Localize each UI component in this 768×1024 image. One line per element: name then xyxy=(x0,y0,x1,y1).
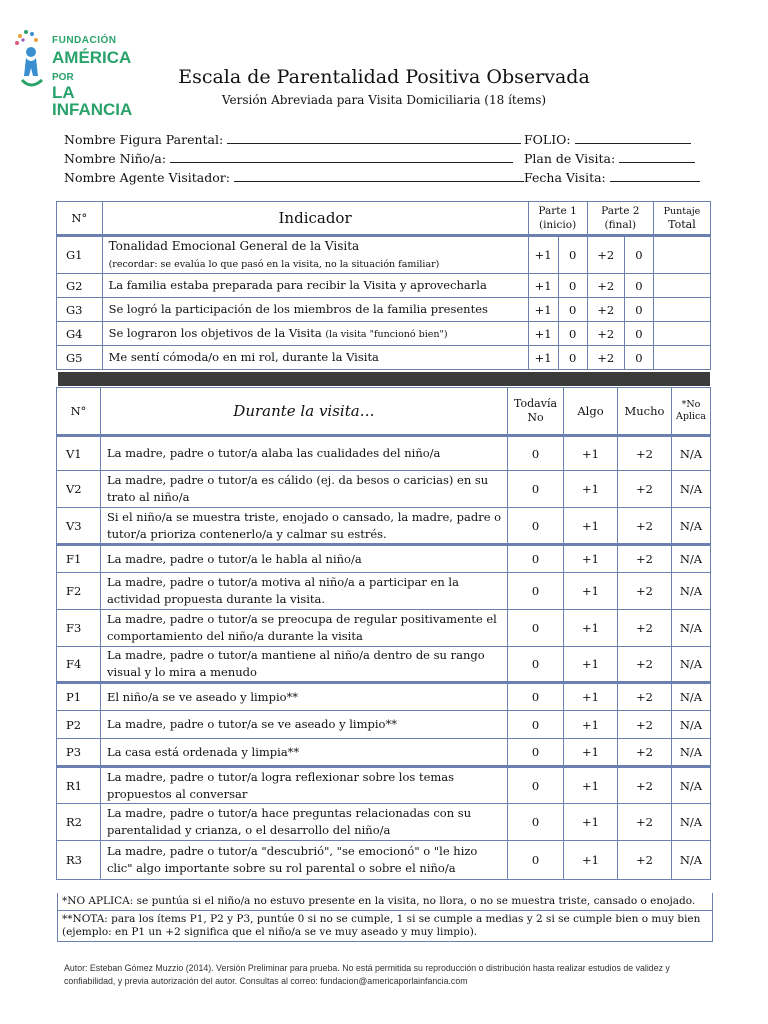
item-text: La madre, padre o tutor/a le habla al niño/a xyxy=(100,545,507,573)
page-subtitle: Versión Abreviada para Visita Domiciliaria (18 ítems) xyxy=(221,93,547,107)
item-code: V3 xyxy=(57,508,101,545)
during-visit-table xyxy=(56,387,711,880)
total-score-cell[interactable] xyxy=(653,298,710,322)
total-score-cell[interactable] xyxy=(653,322,710,346)
item-code: R1 xyxy=(57,767,101,804)
score-cell[interactable]: 0 xyxy=(624,298,653,322)
item-text: Se logró la participación de los miembros de la familia presentes xyxy=(102,298,528,322)
item-text: La casa está ordenada y limpia** xyxy=(100,739,507,767)
item-text: Si el niño/a se muestra triste, enojado o cansado, la madre, padre o tutor/a prioriza contenerlo/a y calmar su estrés. xyxy=(100,508,507,545)
item-text: La madre, padre o tutor/a motiva al niño/a a participar en la actividad propuesta durante la visita. xyxy=(100,573,507,610)
item-code: F2 xyxy=(57,573,101,610)
score-cell[interactable]: +2 xyxy=(617,610,671,647)
score-cell[interactable]: +1 xyxy=(528,298,558,322)
score-cell[interactable]: N/A xyxy=(671,804,710,841)
item-text: La madre, padre o tutor/a hace preguntas relacionadas con su parentalidad y crianza, o el desarrollo del niño/a xyxy=(100,804,507,841)
score-cell[interactable]: +1 xyxy=(528,346,558,370)
table-row xyxy=(57,298,711,322)
score-cell[interactable]: 0 xyxy=(508,508,564,545)
item-code: G4 xyxy=(57,322,103,346)
table-row xyxy=(57,711,711,739)
score-cell[interactable]: +1 xyxy=(564,711,618,739)
score-cell[interactable]: N/A xyxy=(671,545,710,573)
header-not-applicable: *No Aplica xyxy=(671,388,710,436)
note-not-applicable: *NO APLICA: se puntúa si el niño/a no estuvo presente en la visita, no llora, o no se muestra triste, cansado o enojado. xyxy=(58,893,712,911)
item-text: La madre, padre o tutor/a mantiene al niño/a dentro de su rango visual y lo mira a menudo xyxy=(100,647,507,683)
item-code: G2 xyxy=(57,274,103,298)
score-cell[interactable]: N/A xyxy=(671,436,710,471)
logo-por: POR xyxy=(52,72,74,83)
parent-name-field[interactable] xyxy=(227,131,521,144)
item-code: F3 xyxy=(57,610,101,647)
score-cell[interactable]: 0 xyxy=(558,346,587,370)
score-cell[interactable]: 0 xyxy=(508,739,564,767)
score-cell[interactable]: N/A xyxy=(671,841,710,880)
header-some: Algo xyxy=(564,388,618,436)
item-code: G5 xyxy=(57,346,103,370)
table-row xyxy=(57,804,711,841)
score-cell[interactable]: +2 xyxy=(617,683,671,711)
score-cell[interactable]: 0 xyxy=(624,236,653,274)
item-code: R3 xyxy=(57,841,101,880)
item-text: La madre, padre o tutor/a alaba las cualidades del niño/a xyxy=(100,436,507,471)
table-row xyxy=(57,739,711,767)
table-row xyxy=(57,610,711,647)
header-part1: Parte 1 (inicio) xyxy=(528,202,587,236)
visit-date-label: Fecha Visita: xyxy=(524,170,606,185)
score-cell[interactable]: +2 xyxy=(617,804,671,841)
item-text: Tonalidad Emocional General de la Visita (recordar: se evalúa lo que pasó en la visita, no la situación familiar) xyxy=(102,236,528,274)
item-code: G1 xyxy=(57,236,103,274)
score-cell[interactable]: +2 xyxy=(617,739,671,767)
folio-field[interactable] xyxy=(575,131,691,144)
table-row xyxy=(57,274,711,298)
header-not-yet: Todavía No xyxy=(508,388,564,436)
score-cell[interactable]: +1 xyxy=(564,647,618,683)
logo xyxy=(12,28,152,119)
score-cell[interactable]: +1 xyxy=(564,610,618,647)
folio-label: FOLIO: xyxy=(524,132,571,147)
score-cell[interactable]: +2 xyxy=(587,346,624,370)
score-cell[interactable]: 0 xyxy=(624,274,653,298)
score-cell[interactable]: +1 xyxy=(564,739,618,767)
item-text: La madre, padre o tutor/a logra reflexionar sobre los temas propuestos al conversar xyxy=(100,767,507,804)
header-fields xyxy=(64,130,714,187)
score-cell[interactable]: +2 xyxy=(617,711,671,739)
item-code: G3 xyxy=(57,298,103,322)
score-cell[interactable]: 0 xyxy=(508,545,564,573)
score-cell[interactable]: +1 xyxy=(564,804,618,841)
score-cell[interactable]: 0 xyxy=(558,322,587,346)
score-cell[interactable]: 0 xyxy=(508,647,564,683)
score-cell[interactable]: +1 xyxy=(528,274,558,298)
logo-line-3: LA INFANCIA xyxy=(52,83,133,119)
table-row xyxy=(57,841,711,880)
score-cell[interactable]: 0 xyxy=(508,841,564,880)
score-cell[interactable]: +1 xyxy=(564,841,618,880)
score-cell[interactable]: N/A xyxy=(671,508,710,545)
item-text: La madre, padre o tutor/a se ve aseado y limpio** xyxy=(100,711,507,739)
score-cell[interactable]: +2 xyxy=(617,471,671,508)
header-number: N° xyxy=(57,202,103,236)
score-cell[interactable]: 0 xyxy=(624,322,653,346)
agent-name-label: Nombre Agente Visitador: xyxy=(64,170,230,185)
score-cell[interactable]: +1 xyxy=(528,322,558,346)
total-score-cell[interactable] xyxy=(653,236,710,274)
item-code: R2 xyxy=(57,804,101,841)
score-cell[interactable]: N/A xyxy=(671,647,710,683)
table-row xyxy=(57,573,711,610)
score-cell[interactable]: +2 xyxy=(617,436,671,471)
item-text: La madre, padre o tutor/a es cálido (ej. da besos o caricias) en su trato al niño/a xyxy=(100,471,507,508)
score-cell[interactable]: N/A xyxy=(671,610,710,647)
score-cell[interactable]: N/A xyxy=(671,471,710,508)
item-code: V1 xyxy=(57,436,101,471)
score-cell[interactable]: 0 xyxy=(508,573,564,610)
score-cell[interactable]: 0 xyxy=(558,298,587,322)
score-cell[interactable]: 0 xyxy=(558,236,587,274)
table-row xyxy=(57,436,711,471)
note-items-p: **NOTA: para los ítems P1, P2 y P3, puntúe 0 si no se cumple, 1 si se cumple a medias y 2 si se cumple bien o muy bien (ejemplo: en P1 un +2 significa que el niño/a se ve muy aseado y muy limpio). xyxy=(62,913,701,938)
score-cell[interactable]: +1 xyxy=(564,683,618,711)
item-code: F1 xyxy=(57,545,101,573)
score-cell[interactable]: +1 xyxy=(564,767,618,804)
score-cell[interactable]: +2 xyxy=(587,298,624,322)
table-row xyxy=(57,346,711,370)
score-cell[interactable]: +1 xyxy=(528,236,558,274)
visit-plan-label: Plan de Visita: xyxy=(524,151,616,166)
score-cell[interactable]: +1 xyxy=(564,545,618,573)
visit-plan-field[interactable] xyxy=(619,150,695,163)
table-row xyxy=(57,471,711,508)
score-cell[interactable]: +1 xyxy=(564,508,618,545)
header-part2: Parte 2 (final) xyxy=(587,202,653,236)
score-cell[interactable]: 0 xyxy=(508,436,564,471)
footer-author-note: Autor: Esteban Gómez Muzzio (2014). Versión Preliminar para prueba. No está permitida su reproducción o distribución hasta realizar estudios de validez y confiabilidad, y previa autorización del autor. Consultas al correo: fundacion@americaporlainfancia.com xyxy=(64,963,670,986)
logo-line-2: AMÉRICA xyxy=(52,48,131,67)
score-cell[interactable]: +2 xyxy=(617,545,671,573)
score-cell[interactable]: +1 xyxy=(564,436,618,471)
total-score-cell[interactable] xyxy=(653,346,710,370)
item-code: F4 xyxy=(57,647,101,683)
child-name-label: Nombre Niño/a: xyxy=(64,151,167,166)
item-text: Me sentí cómoda/o en mi rol, durante la Visita xyxy=(102,346,528,370)
table-row xyxy=(57,322,711,346)
score-cell[interactable]: 0 xyxy=(624,346,653,370)
table-row xyxy=(57,236,711,274)
table-row xyxy=(57,683,711,711)
score-cell[interactable]: 0 xyxy=(558,274,587,298)
item-text: La madre, padre o tutor/a "descubrió", "se emocionó" o "le hizo clic" algo importante sobre su rol parental o sobre el niño/a xyxy=(100,841,507,880)
table-row xyxy=(57,767,711,804)
parent-name-label: Nombre Figura Parental: xyxy=(64,132,224,147)
item-text: La familia estaba preparada para recibir la Visita y aprovecharla xyxy=(102,274,528,298)
item-text: La madre, padre o tutor/a se preocupa de regular positivamente el comportamiento del niño/a durante la visita xyxy=(100,610,507,647)
total-score-cell[interactable] xyxy=(653,274,710,298)
item-text: El niño/a se ve aseado y limpio** xyxy=(100,683,507,711)
score-cell[interactable]: 0 xyxy=(508,471,564,508)
score-cell[interactable]: +2 xyxy=(587,236,624,274)
section-divider xyxy=(58,372,710,386)
header-during-visit: Durante la visita… xyxy=(100,388,507,436)
header-total-score: Puntaje Total xyxy=(653,202,710,236)
score-cell[interactable]: +2 xyxy=(617,573,671,610)
page-title: Escala de Parentalidad Positiva Observada xyxy=(178,66,590,88)
score-cell[interactable]: 0 xyxy=(508,767,564,804)
item-text: Se lograron los objetivos de la Visita (la visita "funcionó bien") xyxy=(102,322,528,346)
score-cell[interactable]: N/A xyxy=(671,739,710,767)
logo-line-1: FUNDACIÓN xyxy=(52,35,117,46)
visit-date-field[interactable] xyxy=(610,169,700,182)
score-cell[interactable]: 0 xyxy=(508,610,564,647)
score-cell[interactable]: +2 xyxy=(587,274,624,298)
score-cell[interactable]: +2 xyxy=(617,508,671,545)
score-cell[interactable]: +2 xyxy=(617,647,671,683)
notes-box xyxy=(57,893,713,942)
score-cell[interactable]: 0 xyxy=(508,804,564,841)
score-cell[interactable]: +2 xyxy=(617,841,671,880)
item-code: P3 xyxy=(57,739,101,767)
score-cell[interactable]: N/A xyxy=(671,683,710,711)
table-row xyxy=(57,647,711,683)
score-cell[interactable]: N/A xyxy=(671,573,710,610)
score-cell[interactable]: 0 xyxy=(508,711,564,739)
table-row xyxy=(57,545,711,573)
score-cell[interactable]: +2 xyxy=(617,767,671,804)
score-cell[interactable]: N/A xyxy=(671,767,710,804)
general-indicators-table xyxy=(56,201,711,370)
score-cell[interactable]: +2 xyxy=(587,322,624,346)
item-code: P1 xyxy=(57,683,101,711)
item-code: V2 xyxy=(57,471,101,508)
score-cell[interactable]: +1 xyxy=(564,573,618,610)
score-cell[interactable]: 0 xyxy=(508,683,564,711)
child-name-field[interactable] xyxy=(170,150,513,163)
agent-name-field[interactable] xyxy=(234,169,524,182)
score-cell[interactable]: N/A xyxy=(671,711,710,739)
table-row xyxy=(57,508,711,545)
header-much: Mucho xyxy=(617,388,671,436)
header-number: N° xyxy=(57,388,101,436)
score-cell[interactable]: +1 xyxy=(564,471,618,508)
header-indicator: Indicador xyxy=(102,202,528,236)
item-code: P2 xyxy=(57,711,101,739)
